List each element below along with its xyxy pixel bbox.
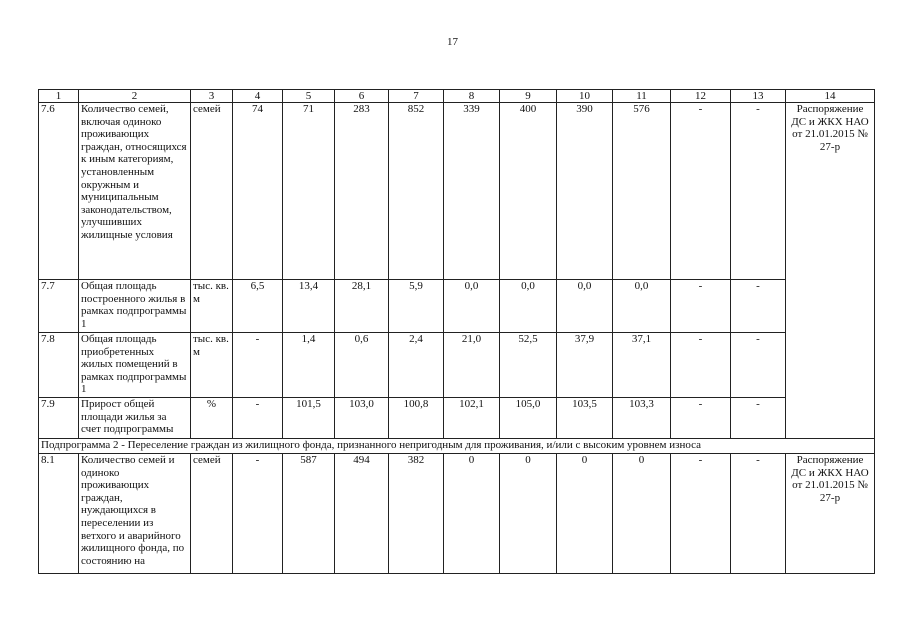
row-number: 7.6: [39, 103, 79, 280]
indicator-name: Количество семей, включая одиноко проживающих граждан, относящихся к иным категориям, установленным окружным и муниципальным законодательством, улучшивших жилищные условия: [79, 103, 191, 280]
header-cell: 9: [500, 90, 557, 103]
value-cell: 587: [283, 454, 335, 574]
value-cell: 382: [389, 454, 444, 574]
value-cell: 0,6: [335, 333, 389, 398]
indicator-name: Общая площадь приобретенных жилых помещений в рамках подпрограммы 1: [79, 333, 191, 398]
value-cell: 0: [613, 454, 671, 574]
value-cell: 0,0: [444, 280, 500, 333]
row-number: 7.8: [39, 333, 79, 398]
header-cell: 2: [79, 90, 191, 103]
table-row-7-7: [39, 280, 875, 333]
value-cell: 103,5: [557, 398, 613, 439]
value-cell: 2,4: [389, 333, 444, 398]
value-cell: 0,0: [613, 280, 671, 333]
source-document-cell: Распоряжение ДС и ЖКХ НАО от 21.01.2015 № 27-р: [786, 454, 875, 574]
header-cell: 12: [671, 90, 731, 103]
header-cell: 7: [389, 90, 444, 103]
value-cell: 0,0: [557, 280, 613, 333]
value-cell: 0: [500, 454, 557, 574]
indicator-name: Прирост общей площади жилья за счет подпрограммы: [79, 398, 191, 439]
value-cell: 390: [557, 103, 613, 280]
indicator-name: Общая площадь построенного жилья в рамках подпрограммы 1: [79, 280, 191, 333]
subprogram-heading-row: [39, 439, 875, 454]
value-cell: 0: [557, 454, 613, 574]
row-number: 7.9: [39, 398, 79, 439]
value-cell: 103,0: [335, 398, 389, 439]
value-cell: 0,0: [500, 280, 557, 333]
value-cell: 28,1: [335, 280, 389, 333]
table-header-row: [39, 90, 875, 103]
page-number: 17: [447, 36, 458, 48]
value-cell: 339: [444, 103, 500, 280]
value-cell: 494: [335, 454, 389, 574]
unit-cell: %: [191, 398, 233, 439]
row-number: 8.1: [39, 454, 79, 574]
value-cell: 105,0: [500, 398, 557, 439]
row-number: 7.7: [39, 280, 79, 333]
value-cell: 852: [389, 103, 444, 280]
value-cell: 6,5: [233, 280, 283, 333]
source-document-cell: Распоряжение ДС и ЖКХ НАО от 21.01.2015 № 27-р: [786, 103, 875, 439]
header-cell: 4: [233, 90, 283, 103]
value-cell: -: [731, 333, 786, 398]
table-row-7-8: [39, 333, 875, 398]
value-cell: 0: [444, 454, 500, 574]
value-cell: 5,9: [389, 280, 444, 333]
table-row-8-1: [39, 454, 875, 574]
value-cell: 102,1: [444, 398, 500, 439]
value-cell: 71: [283, 103, 335, 280]
value-cell: -: [233, 398, 283, 439]
indicators-table: [38, 89, 875, 574]
value-cell: 13,4: [283, 280, 335, 333]
value-cell: 74: [233, 103, 283, 280]
value-cell: -: [731, 103, 786, 280]
value-cell: -: [671, 333, 731, 398]
header-cell: 6: [335, 90, 389, 103]
table-row-7-6: [39, 103, 875, 280]
value-cell: 1,4: [283, 333, 335, 398]
value-cell: -: [731, 454, 786, 574]
value-cell: 37,9: [557, 333, 613, 398]
value-cell: -: [233, 454, 283, 574]
unit-cell: тыс. кв. м: [191, 280, 233, 333]
header-cell: 11: [613, 90, 671, 103]
value-cell: 283: [335, 103, 389, 280]
value-cell: 37,1: [613, 333, 671, 398]
value-cell: -: [731, 398, 786, 439]
header-cell: 3: [191, 90, 233, 103]
header-cell: 8: [444, 90, 500, 103]
table-row-7-9: [39, 398, 875, 439]
header-cell: 10: [557, 90, 613, 103]
subprogram-2-title: Подпрограмма 2 - Переселение граждан из жилищного фонда, признанного непригодным для проживания, и/или с высоким уровнем износа: [39, 439, 875, 454]
value-cell: 576: [613, 103, 671, 280]
value-cell: 100,8: [389, 398, 444, 439]
value-cell: 103,3: [613, 398, 671, 439]
value-cell: 21,0: [444, 333, 500, 398]
value-cell: 400: [500, 103, 557, 280]
unit-cell: семей: [191, 454, 233, 574]
value-cell: -: [671, 398, 731, 439]
value-cell: 101,5: [283, 398, 335, 439]
header-cell: 14: [786, 90, 875, 103]
unit-cell: тыс. кв. м: [191, 333, 233, 398]
header-cell: 1: [39, 90, 79, 103]
value-cell: 52,5: [500, 333, 557, 398]
header-cell: 5: [283, 90, 335, 103]
header-cell: 13: [731, 90, 786, 103]
indicator-name: Количество семей и одиноко проживающих граждан, нуждающихся в переселении из ветхого и аварийного жилищного фонда, по состоянию на: [79, 454, 191, 574]
value-cell: -: [731, 280, 786, 333]
value-cell: -: [233, 333, 283, 398]
value-cell: -: [671, 280, 731, 333]
unit-cell: семей: [191, 103, 233, 280]
value-cell: -: [671, 103, 731, 280]
value-cell: -: [671, 454, 731, 574]
